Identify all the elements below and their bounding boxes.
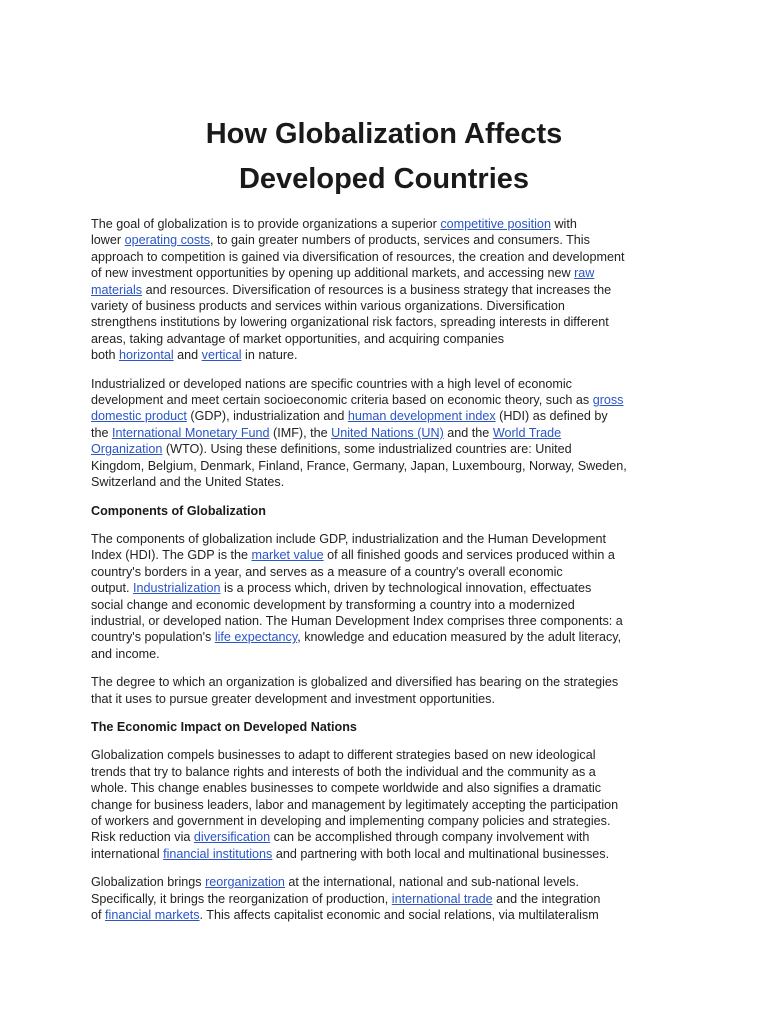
title-line-1: How Globalization Affects	[205, 118, 563, 150]
inline-link[interactable]: competitive position	[440, 217, 551, 231]
heading-economic-impact: The Economic Impact on Developed Nations	[91, 719, 357, 734]
inline-link[interactable]: operating costs	[124, 233, 211, 248]
paragraph-compels: Globalization compels businesses to adapt to different strategies based on new ideological trends that try to balance rights and interests of both the individual and the community as a whole. This change enables businesses to compete worldwide and also signifies a dramatic change for business leaders, labor and management by legitimately accepting the participation of workers and government in developing and implementing company policies and strategies. Risk reduction via diversification can be accomplished through company involvement with international financial institutions and partnering with both local and multinational businesses.	[91, 748, 619, 861]
inline-link[interactable]: World Trade Organization	[91, 425, 562, 457]
inline-link[interactable]: financial institutions	[163, 846, 273, 861]
title-line-2: Developed Countries	[238, 163, 530, 195]
inline-link[interactable]: Industrialization	[133, 581, 221, 596]
inline-link[interactable]: International Monetary Fund	[112, 425, 270, 440]
inline-link[interactable]: gross domestic product	[91, 393, 624, 424]
inline-link[interactable]: diversification	[193, 830, 271, 845]
inline-link[interactable]: market value	[251, 548, 324, 563]
heading-components: Components of Globalization	[91, 503, 266, 518]
paragraph-degree: The degree to which an organization is globalized and diversified has bearing on the strategies that it uses to pursue greater development and investment opportunities.	[91, 675, 619, 706]
document-title	[0, 112, 768, 202]
article-body	[91, 216, 686, 935]
inline-link[interactable]: financial markets	[105, 908, 200, 923]
inline-link[interactable]: reorganization	[205, 875, 285, 890]
inline-link[interactable]: life expectancy	[214, 630, 298, 645]
inline-link[interactable]: raw materials	[91, 266, 595, 297]
inline-link[interactable]: United Nations (UN)	[331, 425, 444, 440]
paragraph-industrialized-nations: Industrialized or developed nations are specific countries with a high level of economic development and meet certain socioeconomic criteria based on economic theory, such as gross domestic product (GDP), industrialization and human development index (HDI) as defined by the International Monetary Fund (IMF), the United Nations (UN) and the World Trade Organization (WTO). Using these definitions, some industrialized countries are: United Kingdom, Belgium, Denmark, Finland, France, Germany, Japan, Luxembourg, Norway, Sweden, Switzerland and the United States.	[91, 376, 627, 490]
paragraph-goal: The goal of globalization is to provide organizations a superior competitive position with lower operating costs, to gain greater numbers of products, services and consumers. This approach to competition is gained via diversification of resources, the creation and development of new investment opportunities by opening up additional markets, and accessing new raw materials and resources. Diversification of resources is a business strategy that increases the variety of business products and services within various organizations. Diversification strengthens institutions by lowering organizational risk factors, spreading interests in different areas, taking advantage of market opportunities, and acquiring companies both horizontal and vertical in nature.	[91, 217, 625, 363]
inline-link[interactable]: horizontal	[119, 348, 174, 363]
inline-link[interactable]: human development index	[347, 409, 496, 424]
inline-link[interactable]: vertical	[201, 348, 242, 363]
paragraph-reorganization: Globalization brings reorganization at the international, national and sub-national levels. Specifically, it brings the reorganization of production, international trade and the integration of financial markets. This affects capitalist economic and social relations, via multilateralism	[91, 875, 601, 923]
inline-link[interactable]: international trade	[391, 891, 493, 906]
paragraph-components: The components of globalization include GDP, industrialization and the Human Development Index (HDI). The GDP is the market value of all finished goods and services produced within a country's borders in a year, and serves as a measure of a country's overall economic output. Industrialization is a process which, driven by technological innovation, effectuates social change and economic development by transforming a country into a modernized industrial, or developed nation. The Human Development Index comprises three components: a country's population's life expectancy, knowledge and education measured by the adult literacy, and income.	[91, 531, 623, 661]
